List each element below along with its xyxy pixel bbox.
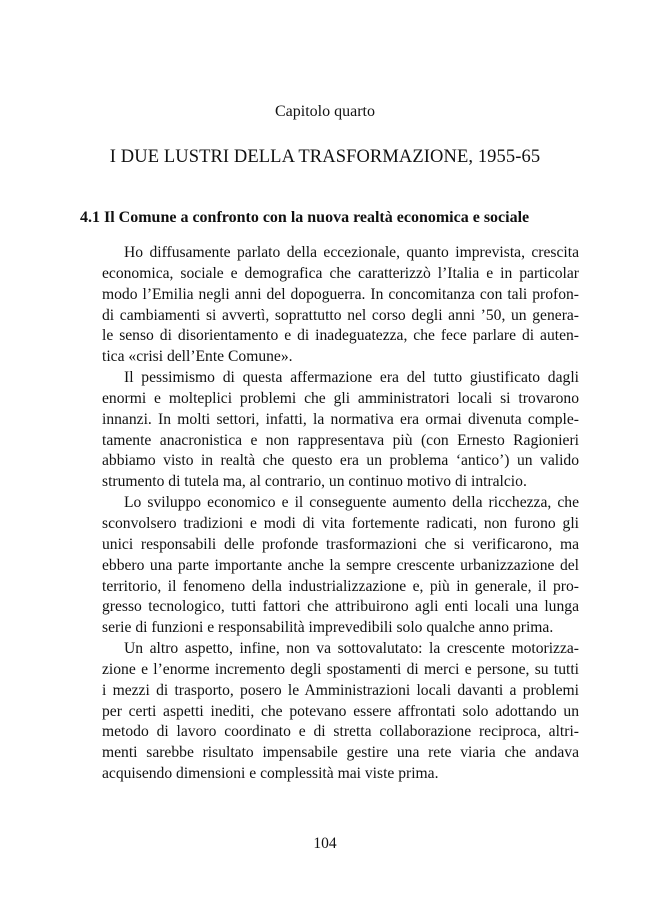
- chapter-title: I DUE LUSTRI DELLA TRASFORMAZIONE, 1955-65: [109, 147, 541, 167]
- text-line: acquisendo dimensioni e complessità mai viste prima.: [102, 765, 439, 783]
- text-line: per certi aspetti inediti, che potevano essere affrontati solo adottando un: [102, 702, 579, 720]
- text-line: modo l’Emilia negli anni del dopoguerra. In concomitanza con tali profon-: [102, 285, 579, 303]
- text-line: di cambiamenti si avvertì, soprattutto nel corso degli anni ’50, un genera-: [102, 306, 579, 324]
- text-line: le senso di disorientamento e di inadeguatezza, che fece parlare di auten-: [102, 327, 579, 345]
- body-text: [80, 243, 579, 785]
- text-line: strumento di tutela ma, al contrario, un continuo motivo di intralcio.: [102, 473, 527, 491]
- section-heading: 4.1 Il Comune a confronto con la nuova realtà economica e sociale: [80, 209, 530, 226]
- text-line: gresso tecnologico, tutti fattori che attribuirono agli enti locali una lunga: [102, 598, 579, 616]
- text-line: tica «crisi dell’Ente Comune».: [102, 348, 293, 366]
- text-line: unici responsabili delle profonde trasformazioni che si verificarono, ma: [102, 535, 579, 553]
- text-line: abbiamo visto in realtà che questo era un problema ‘antico’) un valido: [102, 452, 579, 470]
- text-line: territorio, il fenomeno della industrializzazione e, più in generale, il pro-: [102, 577, 579, 595]
- text-line: i mezzi di trasporto, posero le Amministrazioni locali davanti a problemi: [102, 681, 579, 699]
- chapter-label: Capitolo quarto: [275, 103, 375, 120]
- paragraph: [80, 639, 579, 785]
- text-line: ebbero una parte importante anche la sempre crescente urbanizzazione del: [102, 556, 579, 574]
- text-line: Il pessimismo di questa affermazione era del tutto giustificato dagli: [124, 369, 579, 387]
- text-line: enormi e molteplici problemi che gli amministratori locali si trovarono: [102, 389, 579, 407]
- text-line: zione e l’enorme incremento degli spostamenti di merci e persone, su tutti: [102, 660, 579, 678]
- text-line: serie di funzioni e responsabilità imprevedibili solo qualche anno prima.: [102, 619, 554, 637]
- text-line: tamente anacronistica e non rappresentava più (con Ernesto Ragionieri: [102, 431, 579, 449]
- text-line: economica, sociale e demografica che caratterizzò l’Italia e in particolar: [102, 264, 579, 282]
- text-line: innanzi. In molti settori, infatti, la normativa era ormai divenuta comple-: [102, 410, 579, 428]
- text-line: Ho diffusamente parlato della eccezionale, quanto imprevista, crescita: [124, 244, 579, 261]
- text-line: metodo di lavoro coordinato e di stretta collaborazione reciproca, altri-: [102, 723, 579, 741]
- text-line: menti sarebbe risultato impensabile gestire una rete viaria che andava: [102, 744, 579, 762]
- paragraph: [80, 368, 579, 493]
- paragraph: [80, 243, 579, 368]
- page-number: 104: [313, 835, 337, 852]
- paragraph: [80, 493, 579, 639]
- text-line: Lo sviluppo economico e il conseguente aumento della ricchezza, che: [124, 494, 579, 512]
- text-line: Un altro aspetto, infine, non va sottovalutato: la crescente motorizza-: [124, 640, 579, 658]
- text-line: sconvolsero tradizioni e modi di vita fortemente radicati, non furono gli: [102, 514, 579, 532]
